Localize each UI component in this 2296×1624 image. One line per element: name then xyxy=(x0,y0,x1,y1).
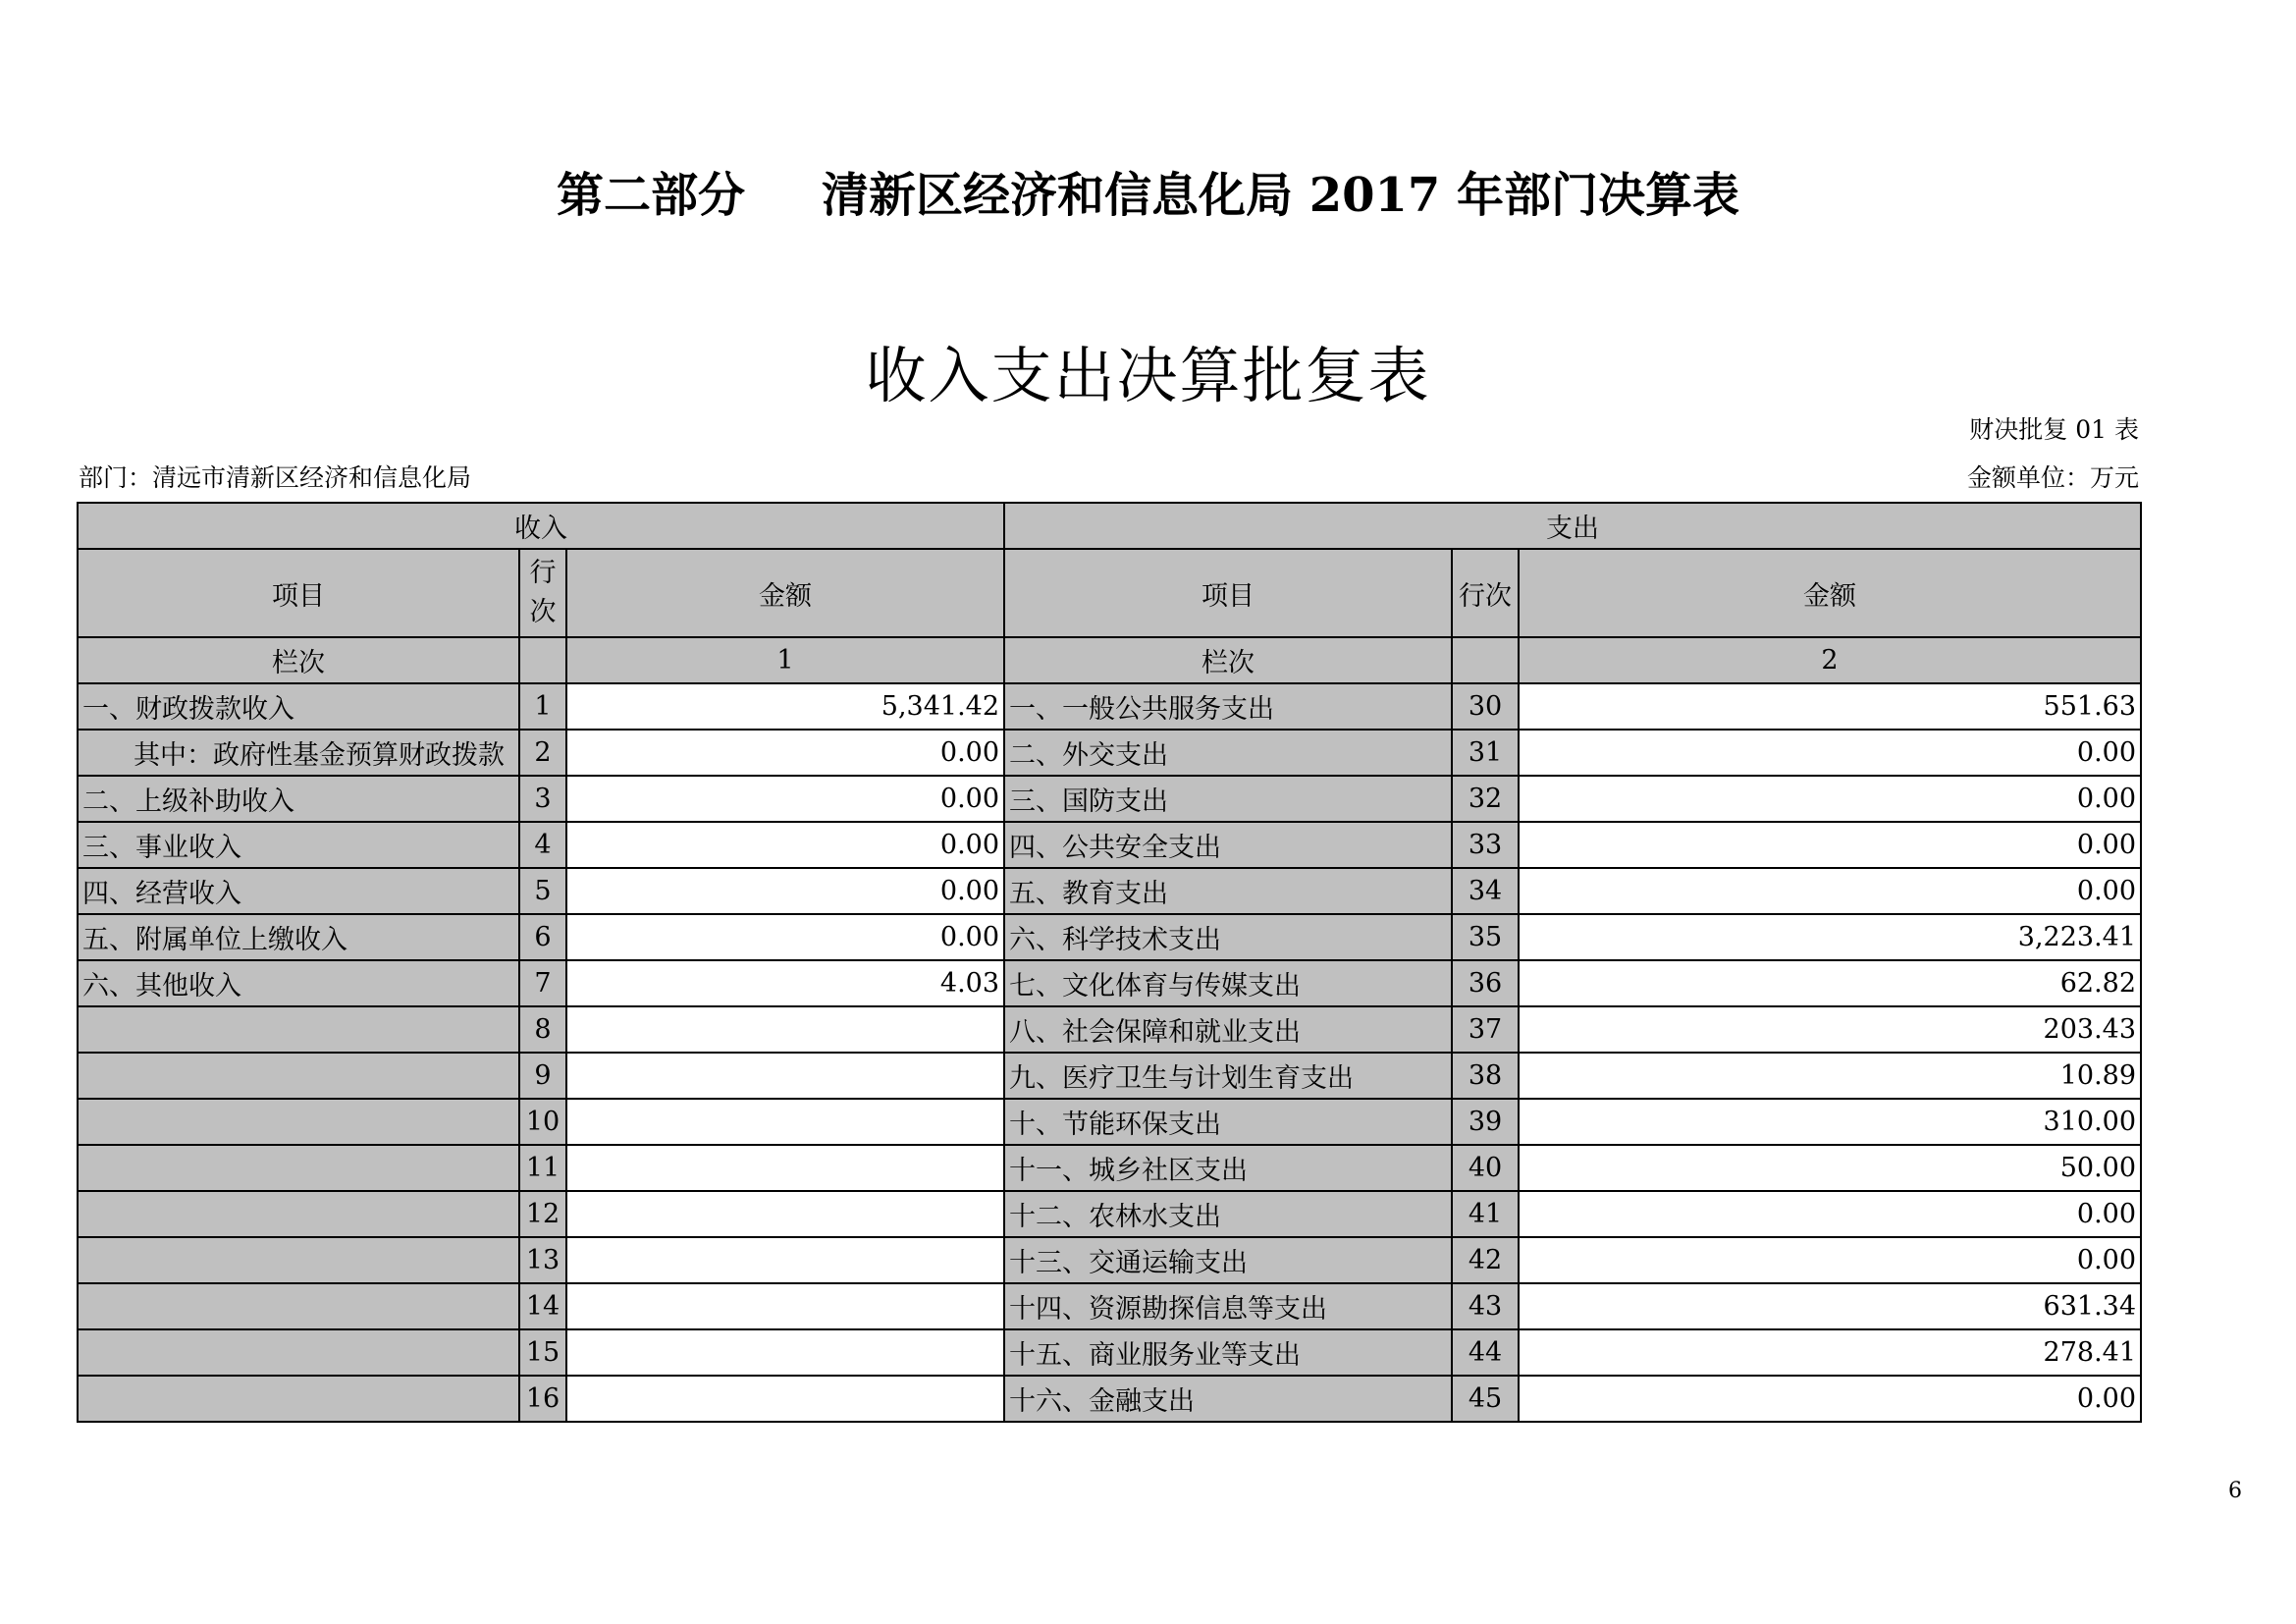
income-rowno-header xyxy=(519,549,566,637)
income-amount-cell: 0.00 xyxy=(566,914,1004,960)
expense-amount-cell: 278.41 xyxy=(1519,1329,2141,1376)
expense-item-cell: 六、科学技术支出 xyxy=(1004,914,1452,960)
expense-amount-cell: 310.00 xyxy=(1519,1099,2141,1145)
income-expense-table xyxy=(77,502,2142,1423)
expense-amount-cell: 0.00 xyxy=(1519,730,2141,776)
income-column-label: 栏次 xyxy=(78,637,519,683)
expense-rowno-cell: 35 xyxy=(1452,914,1519,960)
expense-amount-cell: 0.00 xyxy=(1519,1237,2141,1283)
expense-item-cell: 十二、农林水支出 xyxy=(1004,1191,1452,1237)
income-amount-cell xyxy=(566,1191,1004,1237)
income-rowno-cell: 2 xyxy=(519,730,566,776)
income-item-cell: 四、经营收入 xyxy=(78,868,519,914)
income-amount-cell: 5,341.42 xyxy=(566,683,1004,730)
table-row xyxy=(78,960,2141,1006)
expense-item-cell: 五、教育支出 xyxy=(1004,868,1452,914)
income-item-cell: 六、其他收入 xyxy=(78,960,519,1006)
expense-amount-cell: 203.43 xyxy=(1519,1006,2141,1053)
table-row xyxy=(78,1376,2141,1422)
expense-rowno-cell: 37 xyxy=(1452,1006,1519,1053)
income-rowno-cell: 6 xyxy=(519,914,566,960)
income-item-cell xyxy=(78,1376,519,1422)
income-item-cell xyxy=(78,1237,519,1283)
unit-label: 金额单位：万元 xyxy=(1966,463,2139,492)
income-rowno-cell: 5 xyxy=(519,868,566,914)
income-item-cell xyxy=(78,1145,519,1191)
income-rowno-cell: 4 xyxy=(519,822,566,868)
expense-rowno-cell: 44 xyxy=(1452,1329,1519,1376)
income-item-cell: 三、事业收入 xyxy=(78,822,519,868)
income-amount-cell: 0.00 xyxy=(566,730,1004,776)
income-amount-cell xyxy=(566,1376,1004,1422)
expense-rowno-cell: 30 xyxy=(1452,683,1519,730)
income-item-cell xyxy=(78,1099,519,1145)
expense-amount-header: 金额 xyxy=(1519,549,2141,637)
expense-rowno-cell: 40 xyxy=(1452,1145,1519,1191)
income-rowno-cell: 16 xyxy=(519,1376,566,1422)
expense-item-cell: 二、外交支出 xyxy=(1004,730,1452,776)
income-item-cell: 其中：政府性基金预算财政拨款 xyxy=(78,730,519,776)
income-item-cell: 一、财政拨款收入 xyxy=(78,683,519,730)
income-item-header: 项目 xyxy=(78,549,519,637)
expense-amount-cell: 0.00 xyxy=(1519,1191,2141,1237)
expense-amount-cell: 10.89 xyxy=(1519,1053,2141,1099)
expense-rowno-cell: 34 xyxy=(1452,868,1519,914)
expense-item-cell: 三、国防支出 xyxy=(1004,776,1452,822)
income-rowno-cell: 13 xyxy=(519,1237,566,1283)
table-row xyxy=(78,914,2141,960)
title-part: 第二部分 xyxy=(556,168,745,223)
expense-amount-cell: 631.34 xyxy=(1519,1283,2141,1329)
expense-item-header: 项目 xyxy=(1004,549,1452,637)
table-row xyxy=(78,730,2141,776)
rowno-char-2: 次 xyxy=(529,597,557,627)
income-rowno-cell: 15 xyxy=(519,1329,566,1376)
expense-item-cell: 一、一般公共服务支出 xyxy=(1004,683,1452,730)
income-column-number: 1 xyxy=(566,637,1004,683)
table-row xyxy=(78,1329,2141,1376)
income-amount-cell: 4.03 xyxy=(566,960,1004,1006)
expense-rowno-cell: 33 xyxy=(1452,822,1519,868)
expense-column-label: 栏次 xyxy=(1004,637,1452,683)
expense-rowno-cell: 41 xyxy=(1452,1191,1519,1237)
income-amount-cell xyxy=(566,1283,1004,1329)
table-row xyxy=(78,1006,2141,1053)
expense-item-cell: 十五、商业服务业等支出 xyxy=(1004,1329,1452,1376)
income-rowno-cell: 8 xyxy=(519,1006,566,1053)
income-amount-cell xyxy=(566,1237,1004,1283)
expense-amount-cell: 3,223.41 xyxy=(1519,914,2141,960)
income-item-cell xyxy=(78,1283,519,1329)
expense-item-cell: 八、社会保障和就业支出 xyxy=(1004,1006,1452,1053)
expense-item-cell: 十六、金融支出 xyxy=(1004,1376,1452,1422)
expense-rowno-cell: 45 xyxy=(1452,1376,1519,1422)
income-rowno-cell: 11 xyxy=(519,1145,566,1191)
table-row xyxy=(78,1191,2141,1237)
expense-item-cell: 十一、城乡社区支出 xyxy=(1004,1145,1452,1191)
form-code: 财决批复 01 表 xyxy=(1969,415,2139,444)
expense-rowno-header: 行次 xyxy=(1452,549,1519,637)
table-row xyxy=(78,1145,2141,1191)
rowno-char-1: 行 xyxy=(529,558,557,588)
table-row xyxy=(78,822,2141,868)
expense-item-cell: 四、公共安全支出 xyxy=(1004,822,1452,868)
expense-rowno-cell: 31 xyxy=(1452,730,1519,776)
income-rowno-cell: 12 xyxy=(519,1191,566,1237)
income-amount-cell xyxy=(566,1145,1004,1191)
expense-amount-cell: 0.00 xyxy=(1519,776,2141,822)
income-item-cell: 五、附属单位上缴收入 xyxy=(78,914,519,960)
income-item-cell xyxy=(78,1191,519,1237)
income-item-cell xyxy=(78,1329,519,1376)
expense-item-cell: 七、文化体育与传媒支出 xyxy=(1004,960,1452,1006)
expense-amount-cell: 551.63 xyxy=(1519,683,2141,730)
expense-amount-cell: 0.00 xyxy=(1519,822,2141,868)
income-amount-cell xyxy=(566,1053,1004,1099)
income-item-cell: 二、上级补助收入 xyxy=(78,776,519,822)
table-row xyxy=(78,1099,2141,1145)
income-amount-cell: 0.00 xyxy=(566,868,1004,914)
income-rowno-cell: 14 xyxy=(519,1283,566,1329)
expense-rowno-cell: 36 xyxy=(1452,960,1519,1006)
income-column-blank xyxy=(519,637,566,683)
table-title: 收入支出决算批复表 xyxy=(865,340,1431,411)
income-amount-cell xyxy=(566,1099,1004,1145)
page-number: 6 xyxy=(2228,1479,2242,1503)
table-row xyxy=(78,1053,2141,1099)
expense-rowno-cell: 32 xyxy=(1452,776,1519,822)
expense-rowno-cell: 39 xyxy=(1452,1099,1519,1145)
income-item-cell xyxy=(78,1053,519,1099)
expense-item-cell: 十四、资源勘探信息等支出 xyxy=(1004,1283,1452,1329)
income-header: 收入 xyxy=(78,503,1004,549)
expense-amount-cell: 0.00 xyxy=(1519,1376,2141,1422)
income-amount-cell: 0.00 xyxy=(566,776,1004,822)
expense-item-cell: 十、节能环保支出 xyxy=(1004,1099,1452,1145)
table-row xyxy=(78,776,2141,822)
income-rowno-cell: 1 xyxy=(519,683,566,730)
expense-item-cell: 九、医疗卫生与计划生育支出 xyxy=(1004,1053,1452,1099)
expense-rowno-cell: 38 xyxy=(1452,1053,1519,1099)
income-rowno-cell: 9 xyxy=(519,1053,566,1099)
table-row xyxy=(78,868,2141,914)
expense-column-blank xyxy=(1452,637,1519,683)
table-row xyxy=(78,1237,2141,1283)
income-rowno-cell: 7 xyxy=(519,960,566,1006)
expense-amount-cell: 0.00 xyxy=(1519,868,2141,914)
table-row xyxy=(78,683,2141,730)
page-title xyxy=(0,157,2296,225)
expense-item-cell: 十三、交通运输支出 xyxy=(1004,1237,1452,1283)
expense-header: 支出 xyxy=(1004,503,2141,549)
expense-rowno-cell: 43 xyxy=(1452,1283,1519,1329)
table-row xyxy=(78,1283,2141,1329)
title-text: 清新区经济和信息化局 2017 年部门决算表 xyxy=(821,168,1740,223)
income-item-cell xyxy=(78,1006,519,1053)
expense-column-number: 2 xyxy=(1519,637,2141,683)
income-rowno-cell: 10 xyxy=(519,1099,566,1145)
income-rowno-cell: 3 xyxy=(519,776,566,822)
income-amount-cell: 0.00 xyxy=(566,822,1004,868)
income-amount-cell xyxy=(566,1329,1004,1376)
department-label: 部门：清远市清新区经济和信息化局 xyxy=(79,463,472,492)
income-amount-cell xyxy=(566,1006,1004,1053)
income-amount-header: 金额 xyxy=(566,549,1004,637)
expense-amount-cell: 62.82 xyxy=(1519,960,2141,1006)
expense-rowno-cell: 42 xyxy=(1452,1237,1519,1283)
expense-amount-cell: 50.00 xyxy=(1519,1145,2141,1191)
